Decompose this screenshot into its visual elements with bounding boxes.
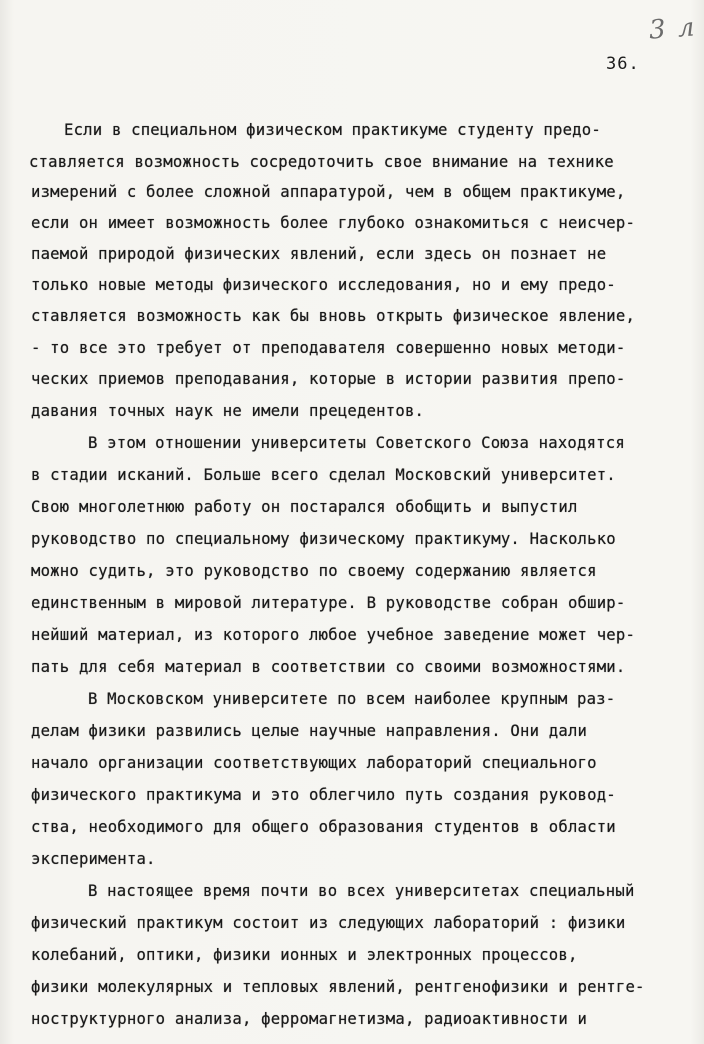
text-line: Если в специальном физическом практикуме студенту предо-: [64, 121, 601, 139]
text-line: давания точных наук не имели прецедентов.: [31, 402, 425, 420]
page-number: 36.: [606, 54, 640, 74]
text-line: В этом отношении университеты Советского Союза находятся: [88, 434, 625, 452]
text-line: только новые методы физического исследования, но и ему предо-: [31, 276, 616, 294]
text-line: нейший материал, из которого любое учебное заведение может чер-: [31, 626, 636, 644]
text-line: физического практикума и это облегчило путь создания руковод-: [31, 786, 616, 804]
text-line: в стадии исканий. Больше всего сделал Московский университет.: [31, 466, 616, 484]
text-line: пать для себя материал в соответствии со своими возможностями.: [31, 658, 626, 676]
text-line: если он имеет возможность более глубоко ознакомиться с неисчер-: [31, 214, 636, 232]
text-line: делам физики развились целые научные направления. Они дали: [31, 722, 588, 740]
text-line: единственным в мировой литературе. В руководстве собран обшир-: [31, 594, 626, 612]
text-line: физический практикум состоит из следующих лабораторий : физики: [31, 914, 626, 932]
text-line: ства, необходимого для общего образования студентов в области: [31, 818, 616, 836]
text-line: ноструктурного анализа, ферромагнетизма, радиоактивности и: [31, 1010, 588, 1028]
text-line: Свою многолетнюю работу он постарался обобщить и выпустил: [31, 498, 578, 516]
text-line: ставляется возможность как бы вновь открыть физическое явление,: [31, 307, 636, 325]
text-line: В Московском университете по всем наиболее крупным раз-: [88, 690, 616, 708]
text-line: можно судить, это руководство по своему содержанию является: [31, 562, 597, 580]
text-line: паемой природой физических явлений, если здесь он познает не: [31, 245, 607, 263]
text-line: эксперимента.: [31, 850, 156, 868]
text-line: измерений с более сложной аппаратурой, чем в общем практикуме,: [31, 183, 626, 201]
text-line: руководство по специальному физическому практикуму. Насколько: [31, 530, 616, 548]
text-line: начало организации соответствующих лабораторий специального: [31, 754, 597, 772]
text-line: ческих приемов преподавания, которые в истории развития препо-: [31, 370, 626, 388]
text-line: колебаний, оптики, физики ионных и электронных процессов,: [31, 946, 578, 964]
text-line: - то все это требует от преподавателя совершенно новых методи-: [31, 339, 626, 357]
text-line: В настоящее время почти во всех университетах специальный: [88, 882, 635, 900]
text-line: ставляется возможность сосредоточить свое внимание на технике: [29, 153, 614, 171]
handwritten-mark: 3 л: [647, 12, 697, 46]
text-line: физики молекулярных и тепловых явлений, рентгенофизики и рентге-: [31, 978, 645, 996]
